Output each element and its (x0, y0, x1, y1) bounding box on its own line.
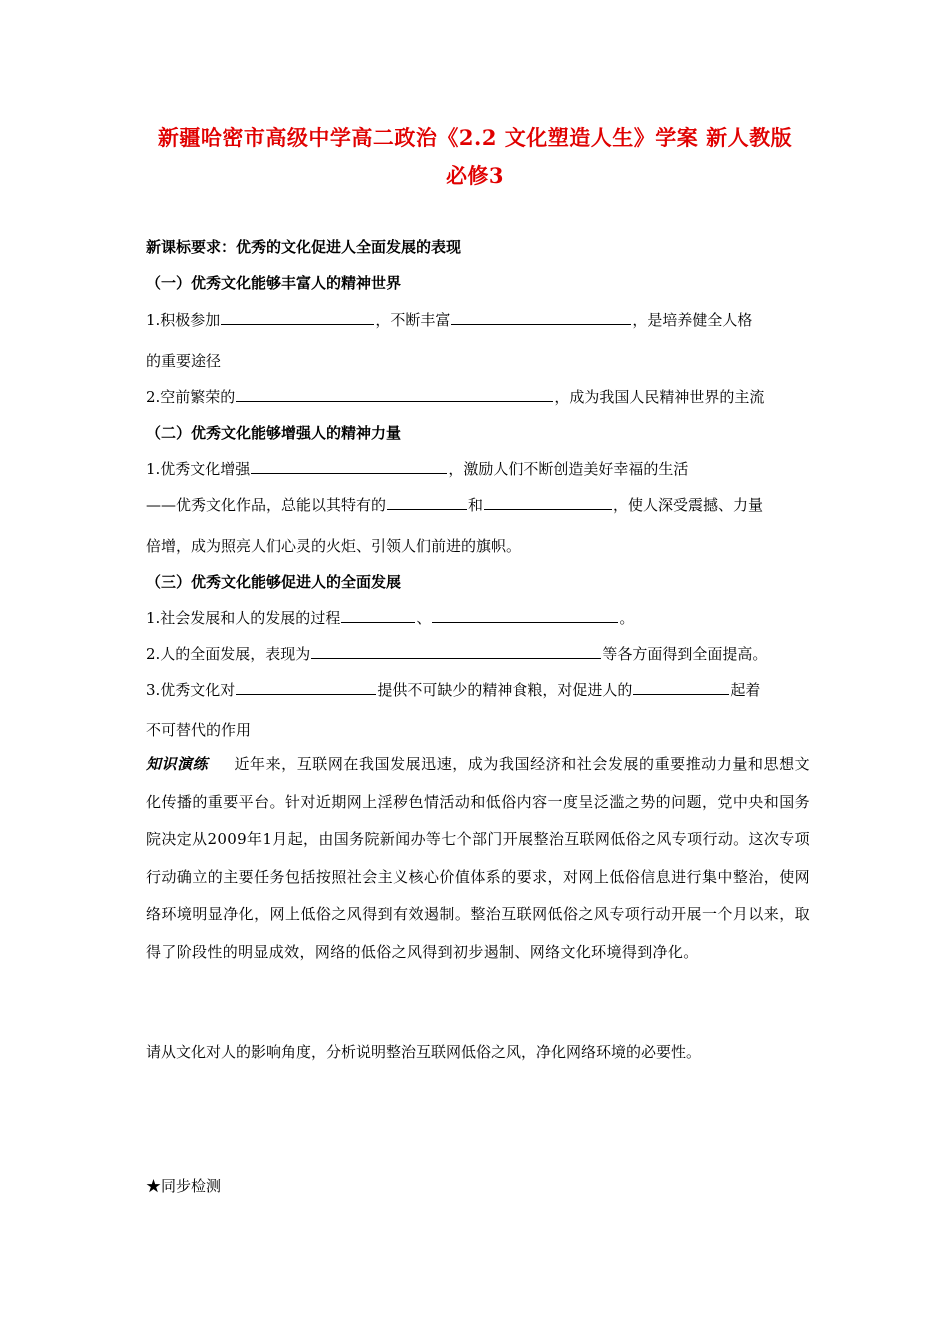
section3-item1-text-c: 。 (619, 609, 635, 627)
document-title-line1: 新疆哈密市高级中学高二政治《2.2 文化塑造人生》学案 新人教版 (157, 125, 793, 150)
section3-item3-text-b: 提供不可缺少的精神食粮，对促进人的 (377, 681, 633, 699)
section1-item1-cont: 的重要途径 (146, 352, 222, 370)
fill-blank[interactable] (311, 643, 601, 659)
section3-item3-text-c: 起着 (730, 681, 761, 699)
practice-question: 请从文化对人的影响角度，分析说明整治互联网低俗之风，净化网络环境的必要性。 (146, 1043, 702, 1061)
section3-item2-text-b: 等各方面得到全面提高。 (602, 645, 768, 663)
practice-label: 知识演练 (146, 755, 209, 773)
fill-blank[interactable] (251, 458, 447, 474)
section1-item1-text-c: ，是培养健全人格 (632, 311, 753, 329)
section2-item2-cont: 倍增，成为照亮人们心灵的火炬、引领人们前进的旗帜。 (146, 537, 522, 555)
fill-blank[interactable] (387, 494, 467, 510)
fill-blank[interactable] (221, 309, 374, 325)
curriculum-standard (146, 236, 811, 257)
section2-item2-text-c: ，使人深受震撼、力量 (613, 496, 764, 514)
practice-paragraph (146, 746, 810, 971)
section1-item2 (146, 386, 811, 407)
section2-item1-text-a: 1.优秀文化增强 (146, 460, 251, 478)
section2-item2-text-a: ——优秀文化作品，总能以其特有的 (146, 496, 387, 514)
fill-blank[interactable] (236, 679, 376, 695)
fill-blank[interactable] (432, 607, 618, 623)
section2-item2 (146, 494, 811, 515)
section3-item1 (146, 607, 811, 628)
section1-item2-text-a: 2.空前繁荣的 (146, 388, 236, 406)
section3-item1-text-b: 、 (416, 609, 432, 627)
section3-heading: （三）优秀文化能够促进人的全面发展 (146, 573, 402, 591)
fill-blank[interactable] (484, 494, 612, 510)
section3-item3-cont: 不可替代的作用 (146, 721, 252, 739)
fill-blank[interactable] (236, 386, 553, 402)
section2-item1 (146, 458, 811, 479)
section1-item2-text-b: ，成为我国人民精神世界的主流 (554, 388, 765, 406)
practice-text: 近年来，互联网在我国发展迅速，成为我国经济和社会发展的重要推动力量和思想文化传播的重要平台。针对近期网上淫秽色情活动和低俗内容一度呈泛滥之势的问题，党中央和国务院决定从2009年1月起，由国务院新闻办等七个部门开展整治互联网低俗之风专项行动。这次专项行动确立的主要任务包括按照社会主义核心价值体系的要求，对网上低俗信息进行集中整治，使网络环境明显净化，网上低俗之风得到有效遏制。整治互联网低俗之风专项行动开展一个月以来，取得了阶段性的明显成效，网络的低俗之风得到初步遏制、网络文化环境得到净化。 (146, 755, 810, 961)
section2-item2-text-b: 和 (468, 496, 484, 514)
fill-blank[interactable] (341, 607, 415, 623)
section3-item3 (146, 679, 811, 700)
section1-item1 (146, 309, 811, 330)
section1-item1-text-a: 1.积极参加 (146, 311, 221, 329)
section3-item2 (146, 643, 811, 664)
sync-check-heading: ★同步检测 (146, 1177, 222, 1195)
section2-heading: （二）优秀文化能够增强人的精神力量 (146, 424, 402, 442)
document-title-line2: 必修3 (445, 163, 505, 188)
section3-item1-text-a: 1.社会发展和人的发展的过程 (146, 609, 341, 627)
section1-item1-text-b: ，不断丰富 (375, 311, 451, 329)
section3-item3-text-a: 3.优秀文化对 (146, 681, 236, 699)
section1-heading: （一）优秀文化能够丰富人的精神世界 (146, 274, 402, 292)
curriculum-standard-text: 新课标要求：优秀的文化促进人全面发展的表现 (146, 238, 462, 256)
fill-blank[interactable] (451, 309, 631, 325)
section3-item2-text-a: 2.人的全面发展，表现为 (146, 645, 311, 663)
fill-blank[interactable] (633, 679, 729, 695)
section2-item1-text-b: ，激励人们不断创造美好幸福的生活 (448, 460, 689, 478)
